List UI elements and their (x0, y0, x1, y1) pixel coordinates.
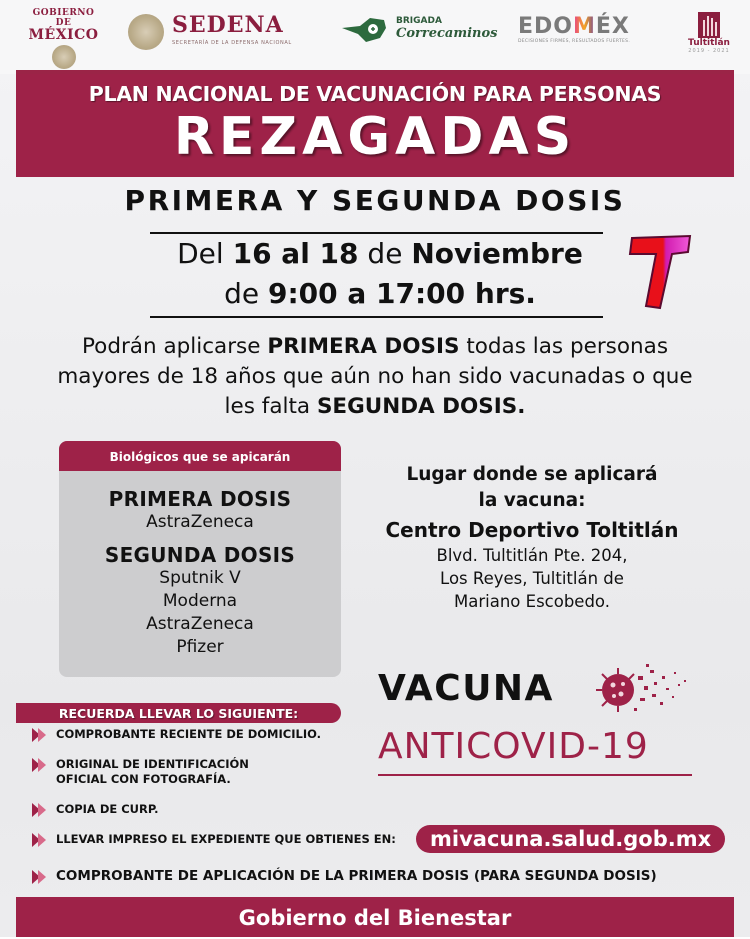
sedena-seal-icon (128, 14, 164, 50)
vaccine-item: AstraZeneca (146, 512, 254, 532)
segunda-dosis-title: SEGUNDA DOSIS (104, 543, 296, 567)
mivacuna-link[interactable]: mivacuna.salud.gob.mx (416, 825, 725, 853)
double-arrow-icon (32, 758, 48, 772)
requirement-item: COMPROBANTE DE APLICACIÓN DE LA PRIMERA DOSIS (PARA SEGUNDA DOSIS) (32, 869, 657, 884)
vacuna-underline (378, 774, 692, 776)
gobierno-mexico-logo: GOBIERNO DE MÉXICO (26, 8, 101, 73)
hours-line: de 9:00 a 17:00 hrs. (224, 277, 536, 310)
doses-title: PRIMERA Y SEGUNDA DOSIS (124, 184, 626, 217)
double-arrow-icon (32, 803, 48, 817)
date-line: Del 16 al 18 de Noviembre (177, 237, 583, 270)
virus-icon (588, 656, 692, 722)
requirement-item: COMPROBANTE RECIENTE DE DOMICILIO. (32, 727, 321, 742)
vaccine-item: Moderna (162, 591, 238, 611)
tultitlan-emblem-icon (698, 12, 720, 38)
center-name: Centro Deportivo Toltitlán (385, 518, 679, 542)
address-line: Blvd. Tultitlán Pte. 204, (436, 546, 628, 565)
plan-title: PLAN NACIONAL DE VACUNACIÓN PARA PERSONAS (88, 82, 662, 106)
t-watermark-icon (628, 234, 694, 310)
address-line: Mariano Escobedo. (454, 592, 610, 611)
remember-header: RECUERDA LLEVAR LO SIGUIENTE: (16, 703, 341, 723)
location-info: Lugar donde se aplicará la vacuna: Centro Deportivo Toltitlán Blvd. Tultitlán Pte. 204, Los Reyes, Tultitlán de Mariano Escobedo. (372, 462, 692, 613)
double-arrow-icon (32, 728, 48, 742)
vaccine-item: Pfizer (176, 637, 224, 657)
biologicos-panel (59, 441, 341, 677)
edomex-logo: EDOMÉX DECISIONES FIRMES, RESULTADOS FUERTES. (518, 14, 631, 44)
double-arrow-icon (32, 833, 48, 847)
vaccine-item: Sputnik V (159, 568, 241, 588)
requirement-item: LLEVAR IMPRESO EL EXPEDIENTE QUE OBTIENES EN: (32, 832, 396, 847)
double-arrow-icon (32, 870, 48, 884)
date-rule-top (150, 232, 603, 234)
footer-banner: Gobierno del Bienestar (16, 897, 734, 937)
intro-text: Podrán aplicarse PRIMERA DOSIS todas las personas mayores de 18 años que aún no han sido vacunadas o que les falta SEGUNDA DOSIS. (57, 334, 693, 419)
coat-of-arms-icon (52, 45, 76, 69)
address-line: Los Reyes, Tultitlán de (440, 569, 624, 588)
primera-dosis-title: PRIMERA DOSIS (108, 487, 292, 511)
title-banner (16, 74, 734, 177)
logo-bar: GOBIERNO DE MÉXICO SEDENA SECRETARÍA DE LA DEFENSA NACIONAL BRIGADA Correcaminos EDOMÉX DECISIONES FIRMES, RESULTADOS FUERTES. Tultitlán 2019 - 2021 (0, 0, 750, 74)
vaccine-item: AstraZeneca (146, 614, 254, 634)
vacuna-anticovid-logo: VACUNA ANTICOVID-19 (378, 668, 698, 709)
biologicos-header: Biológicos que se apicarán (59, 441, 341, 471)
date-rule-bottom (150, 316, 603, 318)
requirement-item: COPIA DE CURP. (32, 802, 159, 817)
rezagadas-title: REZAGADAS (173, 107, 577, 167)
tultitlan-logo: Tultitlán 2019 - 2021 (684, 12, 734, 54)
roadrunner-icon (340, 14, 388, 44)
requirement-item: ORIGINAL DE IDENTIFICACIÓN OFICIAL CON FOTOGRAFÍA. (32, 757, 249, 787)
